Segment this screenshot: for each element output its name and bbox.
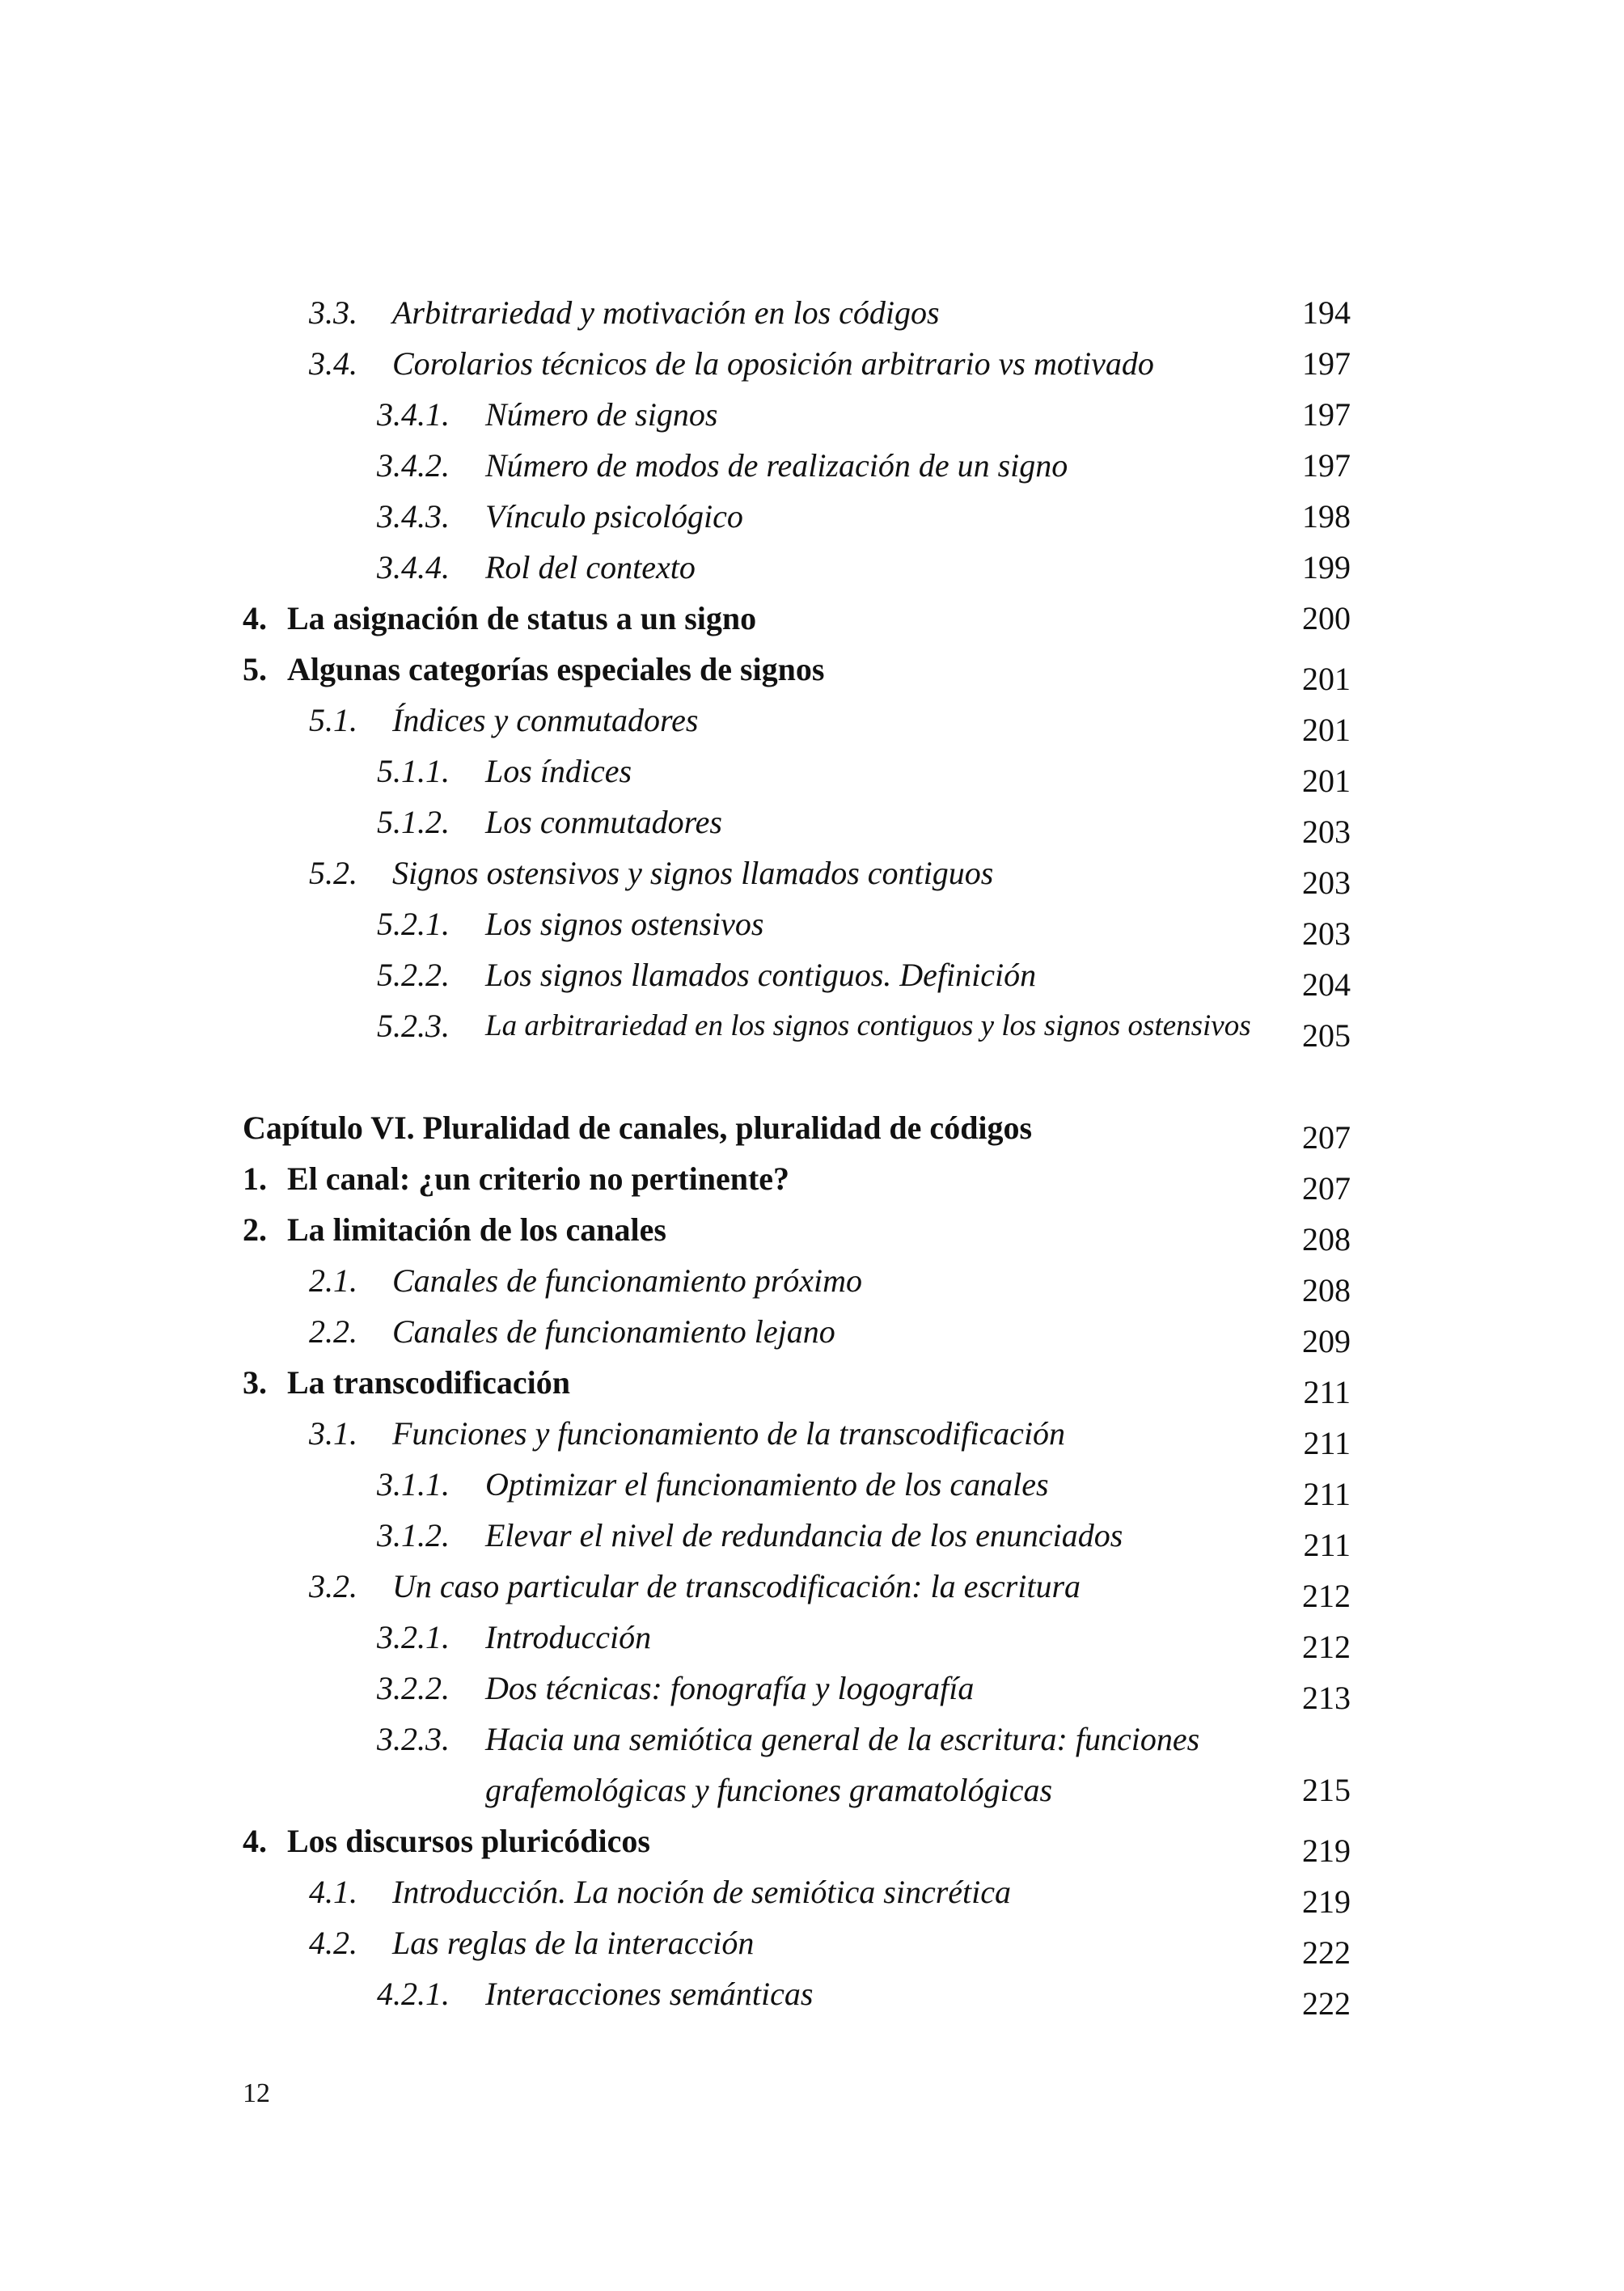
toc-entry-number: 5.2.1.: [377, 906, 450, 942]
toc-entry-page: 211: [1303, 1476, 1351, 1512]
table-of-contents: [243, 287, 1351, 2022]
toc-entry-page: 197: [1302, 447, 1351, 484]
toc-entry[interactable]: [243, 491, 1351, 542]
toc-entry[interactable]: [243, 1255, 1351, 1306]
toc-entry-title: Número de modos de realización de un signo: [485, 447, 1068, 484]
toc-entry-page: 204: [1302, 966, 1351, 1003]
toc-entry-page: 203: [1302, 864, 1351, 901]
toc-entry-title: Las reglas de la interacción: [392, 1925, 755, 1961]
toc-entry[interactable]: [243, 1204, 1351, 1258]
toc-entry-number: 4.: [243, 600, 267, 636]
toc-entry-page: 199: [1302, 549, 1351, 585]
toc-entry-page: 203: [1302, 915, 1351, 952]
toc-entry[interactable]: [243, 695, 1351, 746]
toc-entry-title: Algunas categorías especiales de signos: [287, 651, 825, 687]
toc-entry-title: Canales de funcionamiento próximo: [392, 1262, 863, 1299]
toc-entry-page: 219: [1302, 1883, 1351, 1920]
toc-entry[interactable]: [243, 593, 1351, 644]
toc-entry-title: Introducción: [485, 1619, 652, 1655]
toc-entry-page: 201: [1302, 661, 1351, 697]
toc-entry-page: 207: [1302, 1119, 1351, 1156]
toc-entry-number: 5.1.: [309, 702, 357, 738]
toc-entry[interactable]: [243, 949, 1351, 1003]
toc-entry-number: 3.2.: [309, 1568, 357, 1604]
toc-entry[interactable]: [243, 1612, 1351, 1663]
toc-entry[interactable]: [243, 440, 1351, 491]
toc-entry-number: 1.: [243, 1160, 267, 1197]
toc-entry-page: 211: [1303, 1527, 1351, 1563]
toc-entry-title: Introducción. La noción de semiótica sincrética: [392, 1874, 1012, 1910]
toc-entry-title: Los índices: [485, 753, 632, 789]
toc-entry-number: 2.2.: [309, 1313, 357, 1350]
toc-entry-page: 194: [1302, 294, 1351, 331]
toc-entry[interactable]: [243, 542, 1351, 593]
toc-entry[interactable]: [243, 1714, 1351, 1815]
toc-entry-number: 3.3.: [309, 294, 357, 331]
toc-entry-number: 3.2.1.: [377, 1619, 450, 1655]
toc-entry-number: 5.: [243, 651, 267, 687]
toc-entry-page: 212: [1302, 1578, 1351, 1614]
toc-entry-number: 3.4.4.: [377, 549, 450, 585]
toc-entry-page: 222: [1302, 1985, 1351, 2022]
toc-entry[interactable]: [243, 1561, 1351, 1612]
toc-entry-page: 208: [1302, 1221, 1351, 1258]
toc-entry-title: Optimizar el funcionamiento de los canales: [485, 1466, 1049, 1503]
toc-entry[interactable]: [243, 1306, 1351, 1357]
toc-entry-page: 211: [1303, 1374, 1351, 1410]
toc-entry-title: Un caso particular de transcodificación: la escritura: [392, 1568, 1081, 1604]
toc-entry-number: 5.2.3.: [377, 1008, 450, 1044]
toc-entry-title: Los discursos pluricódicos: [287, 1823, 650, 1859]
toc-entry-page: 212: [1302, 1629, 1351, 1665]
toc-entry-title: Dos técnicas: fonografía y logografía: [485, 1670, 975, 1706]
toc-entry-title: Capítulo VI. Pluralidad de canales, pluralidad de códigos: [243, 1110, 1033, 1146]
toc-entry-page: 213: [1302, 1680, 1351, 1716]
toc-entry-number: 5.2.: [309, 855, 357, 891]
toc-entry-page: 222: [1302, 1934, 1351, 1971]
toc-entry-number: 3.1.: [309, 1415, 357, 1452]
toc-entry-number: 5.1.1.: [377, 753, 450, 789]
toc-entry[interactable]: [243, 1357, 1351, 1408]
toc-entry-title: Canales de funcionamiento lejano: [392, 1313, 835, 1350]
toc-entry-number: 4.2.1.: [377, 1976, 450, 2012]
toc-entry-title: Los signos llamados contiguos. Definición: [485, 957, 1037, 993]
toc-entry[interactable]: [243, 1408, 1351, 1459]
toc-entry[interactable]: [243, 1510, 1351, 1561]
toc-entry-number: 2.1.: [309, 1262, 357, 1299]
toc-entry[interactable]: [243, 1968, 1351, 2022]
toc-entry-number: 4.2.: [309, 1925, 357, 1961]
toc-entry-title: La limitación de los canales: [287, 1211, 666, 1248]
section-gap: [243, 1051, 1351, 1102]
toc-entry[interactable]: [243, 644, 1351, 695]
toc-entry-title: Vínculo psicológico: [485, 498, 743, 535]
toc-entry-page: 207: [1302, 1170, 1351, 1207]
toc-entry-title: La transcodificación: [287, 1364, 570, 1401]
toc-entry-title: La arbitrariedad en los signos contiguos y los signos ostensivos: [485, 1009, 1251, 1042]
toc-entry-page: 205: [1302, 1017, 1351, 1054]
toc-entry-number: 3.4.3.: [377, 498, 450, 535]
toc-entry-title: Interacciones semánticas: [485, 1976, 814, 2012]
toc-entry-title: Corolarios técnicos de la oposición arbitrario vs motivado: [392, 345, 1154, 382]
toc-entry-page: 200: [1302, 600, 1351, 636]
toc-entry[interactable]: [243, 338, 1351, 389]
toc-entry-number: 3.: [243, 1364, 267, 1401]
toc-entry-number: 3.2.2.: [377, 1670, 450, 1706]
toc-chapter-heading[interactable]: [243, 1102, 1351, 1156]
toc-entry-page: 198: [1302, 498, 1351, 535]
toc-entry[interactable]: [243, 746, 1351, 797]
toc-entry-title: Rol del contexto: [485, 549, 696, 585]
toc-entry-number: 3.2.3.: [377, 1721, 450, 1757]
toc-entry[interactable]: [243, 1815, 1351, 1869]
toc-entry-page: 201: [1302, 712, 1351, 748]
toc-entry-title: Arbitrariedad y motivación en los códigos: [392, 294, 940, 331]
toc-entry[interactable]: [243, 1917, 1351, 1971]
toc-entry-page: 197: [1302, 345, 1351, 382]
toc-entry-page: 211: [1303, 1425, 1351, 1461]
toc-entry-number: 4.1.: [309, 1874, 357, 1910]
toc-entry-title: Funciones y funcionamiento de la transcodificación: [392, 1415, 1066, 1452]
toc-entry-number: 2.: [243, 1211, 267, 1248]
toc-entry[interactable]: [243, 287, 1351, 338]
toc-entry[interactable]: [243, 848, 1351, 901]
toc-entry-number: 5.2.2.: [377, 957, 450, 993]
toc-entry-page: 208: [1302, 1272, 1351, 1308]
toc-entry-number: 3.4.2.: [377, 447, 450, 484]
toc-entry[interactable]: [243, 389, 1351, 440]
toc-entry-number: 3.4.1.: [377, 396, 450, 433]
page-number: 12: [243, 2078, 270, 2108]
toc-entry[interactable]: [243, 1663, 1351, 1714]
toc-entry-number: 5.1.2.: [377, 804, 450, 840]
toc-entry[interactable]: [243, 1000, 1351, 1054]
toc-entry[interactable]: [243, 1153, 1351, 1207]
toc-entry-page: 209: [1302, 1323, 1351, 1359]
toc-entry-title: Hacia una semiótica general de la escritura: funciones grafemológicas y funciones gramatológicas: [485, 1721, 1200, 1808]
toc-entry-page: 197: [1302, 396, 1351, 433]
toc-entry-title: El canal: ¿un criterio no pertinente?: [287, 1160, 790, 1197]
toc-entry-title: Los conmutadores: [485, 804, 722, 840]
toc-entry-page: 201: [1302, 763, 1351, 799]
toc-entry-title: Signos ostensivos y signos llamados contiguos: [392, 855, 994, 891]
toc-entry-number: 3.1.1.: [377, 1466, 450, 1503]
toc-entry-number: 3.4.: [309, 345, 357, 382]
toc-entry-title: Número de signos: [485, 396, 718, 433]
toc-entry-number: 4.: [243, 1823, 267, 1859]
toc-entry[interactable]: [243, 1459, 1351, 1510]
toc-entry-page: 203: [1302, 814, 1351, 850]
toc-entry[interactable]: [243, 797, 1351, 848]
toc-entry-page: 215: [1302, 1772, 1351, 1808]
toc-entry[interactable]: [243, 1866, 1351, 1920]
toc-entry-page: 219: [1302, 1832, 1351, 1869]
toc-entry-title: Elevar el nivel de redundancia de los enunciados: [485, 1517, 1123, 1553]
toc-entry-title: Los signos ostensivos: [485, 906, 764, 942]
toc-entry-title: La asignación de status a un signo: [287, 600, 757, 636]
toc-entry-number: 3.1.2.: [377, 1517, 450, 1553]
toc-entry[interactable]: [243, 898, 1351, 952]
toc-entry-title: Índices y conmutadores: [392, 702, 699, 738]
